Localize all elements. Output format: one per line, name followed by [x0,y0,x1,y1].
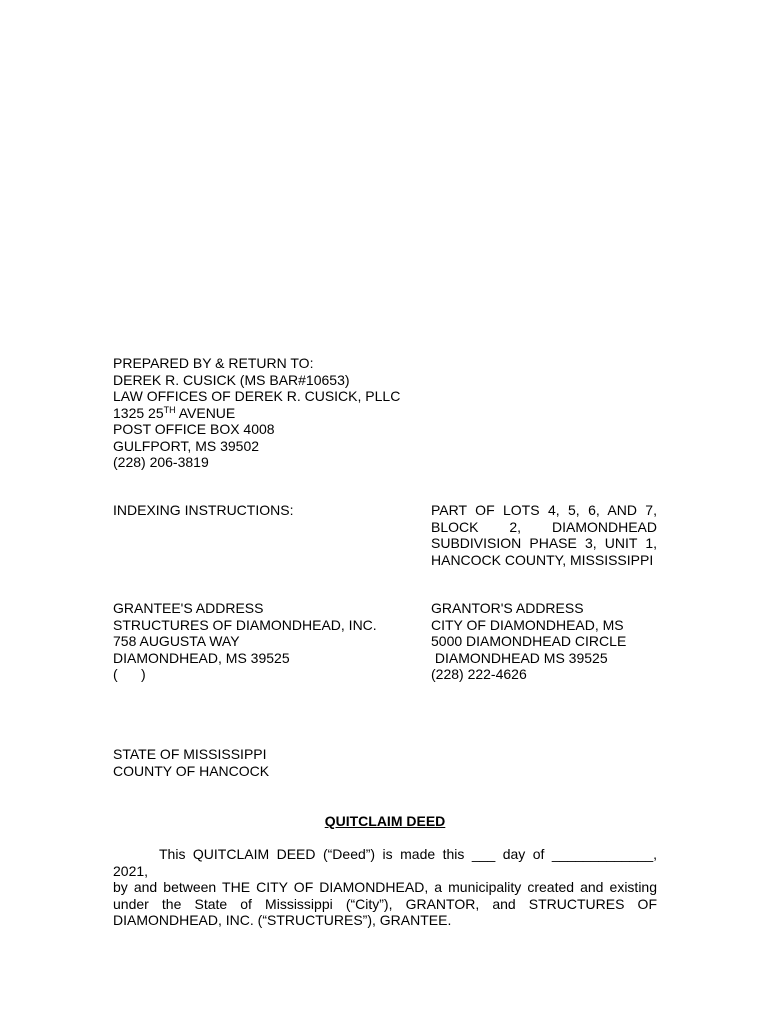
paragraph-line: by and between THE CITY OF DIAMONDHEAD, a municipality created and existing [113,879,657,895]
grantor-line: DIAMONDHEAD MS 39525 [431,649,608,666]
state-line: STATE OF MISSISSIPPI [113,746,267,762]
indexing-line: HANCOCK COUNTY, MISSISSIPPI [431,551,654,568]
paragraph-line [113,846,657,879]
grantor-line: 5000 DIAMONDHEAD CIRCLE [431,633,627,649]
paragraph-line: DIAMONDHEAD, INC. (“STRUCTURES”), GRANTEE. [113,912,452,928]
venue-block [113,746,269,779]
indexing-description [431,502,657,568]
grantee-line: STRUCTURES OF DIAMONDHEAD, INC. [113,616,377,633]
indexing-line: SUBDIVISION PHASE 3, UNIT 1, [431,535,657,551]
deed-paragraph [113,846,657,929]
grantor-address-block [431,600,626,683]
prepared-line: (228) 206-3819 [113,454,209,470]
address-number: 1325 25 [113,404,164,421]
indexing-label: INDEXING INSTRUCTIONS: [113,502,294,518]
prepared-by-block [113,355,400,471]
grantee-line: GRANTEE'S ADDRESS [113,600,264,616]
grantor-phone: (228) 222-4626 [431,666,527,682]
prepared-line: LAW OFFICES OF DEREK R. CUSICK, PLLC [113,388,401,404]
grantee-phone: ( ) [113,666,146,682]
deed-title: QUITCLAIM DEED [324,813,446,829]
prepared-line: DEREK R. CUSICK (MS BAR#10653) [113,371,350,388]
address-superscript: TH [163,404,176,415]
indexing-label-block [113,502,293,519]
grantor-line: GRANTOR'S ADDRESS [431,600,584,616]
county-line: COUNTY OF HANCOCK [113,762,270,779]
indexing-line: BLOCK 2, DIAMONDHEAD [431,518,657,535]
paragraph-line-text: This QUITCLAIM DEED (“Deed”) is made this ___ day of _____________, 2021, [113,846,657,879]
grantee-line: DIAMONDHEAD, MS 39525 [113,649,290,666]
grantor-line: CITY OF DIAMONDHEAD, MS [431,616,624,633]
grantee-address-block [113,600,377,683]
address-street: AVENUE [175,404,236,421]
grantee-line: 758 AUGUSTA WAY [113,633,240,649]
prepared-line: GULFPORT, MS 39502 [113,437,260,454]
indexing-line: PART OF LOTS 4, 5, 6, AND 7, [431,502,657,518]
prepared-line: POST OFFICE BOX 4008 [113,421,275,437]
paragraph-line: under the State of Mississippi (“City”), GRANTOR, and STRUCTURES OF [113,895,657,912]
prepared-line: PREPARED BY & RETURN TO: [113,355,314,371]
prepared-address-line [113,405,400,422]
